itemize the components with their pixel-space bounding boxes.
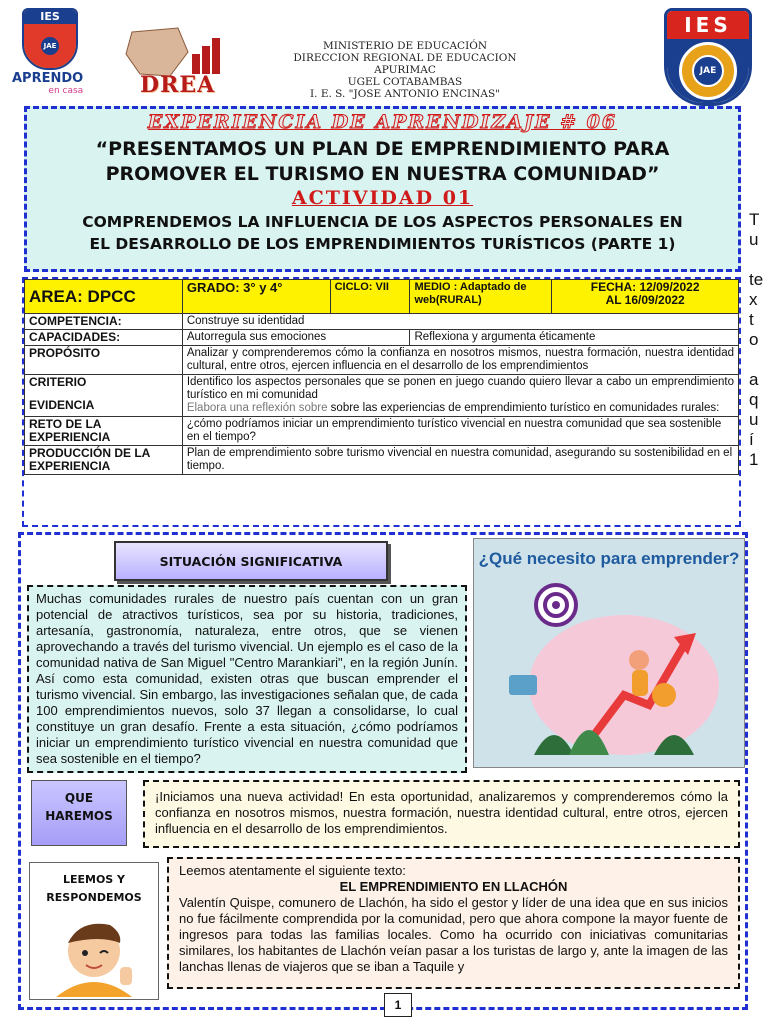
leemos-line: RESPONDEMOS [46,891,142,904]
side-text [749,210,767,470]
side-char: q [749,390,759,409]
side-char: o [749,330,759,349]
reto-value: ¿cómo podríamos iniciar un emprendimiento turístico vivencial en nuestra comunidad que sea sostenible en el tiempo? [182,417,738,446]
competencia-value: Construye su identidad [182,314,738,330]
side-char: u [749,410,759,429]
side-char: x [749,290,758,309]
que-haremos-text: ¡Iniciamos una nueva actividad! En esta oportunidad, analizaremos y comprenderemos cómo la confianza en nosotros mismos, nuestra formación, nuestra identidad cultural, entre otros, ejercen influencia en el desarrollo de los emprendimientos. [143,780,740,848]
criterio-label-text: CRITERIO [29,375,87,389]
competencia-label: COMPETENCIA: [25,314,183,330]
main-title-line: PROMOVER EL TURISMO EN NUESTRA COMUNIDAD” [105,163,660,185]
ministry-line: UGEL COTABAMBAS [347,76,463,88]
logo-text: IES [667,11,749,39]
drea-word: DREA [140,72,216,98]
reading-title: EL EMPRENDIMIENTO EN LLACHÓN [339,879,568,894]
evidencia-grey-text: Elabora una reflexión sobre [186,402,328,414]
evidencia-label: EVIDENCIA [29,398,95,412]
fecha-cell [552,280,739,314]
info-table [24,279,739,475]
capacidad-value: Reflexiona y argumenta éticamente [410,330,739,346]
proposito-label: PROPÓSITO [25,346,183,375]
proposito-value: Analizar y comprenderemos cómo la confianza en nosotros mismos, nuestra formación, nuestra identidad cultural, entre otros, ejercen influencia en el desarrollo de los emprendimientos [182,346,738,375]
criterio-value: Identifico los aspectos personales que se ponen en juego cuando quiero llevar a cabo un emprendimiento turístico en mi comunidad [186,376,734,401]
side-char: í [749,430,754,449]
logo-badge: JAE [41,37,59,55]
reading-intro: Leemos atentamente el siguiente texto: [179,863,406,878]
leemos-label [30,871,158,907]
situacion-text: Muchas comunidades rurales de nuestro país cuentan con un gran potencial de atractivos turísticos, sea por su historia, tradiciones, artesanía, gastronomía, naturaleza, entre otros, que se vienen aprovechando a través del turismo vivencial. Un ejemplo es el caso de la comunidad nativa de San Miguel "Centro Marankiari", en la región Junín. Así como esta comunidad, existen otras que buscan emprender el turismo vivencial. Sin embargo, las investigaciones señalan que, de cada 100 emprendimientos nuevos, solo 37 llegan a consolidarse, lo cual constituye un gran desafío. Frente a esta situación, ¿cómo podríamos iniciar un emprendimiento turístico vivencial en nuestra comunidad que sea sostenible en el tiempo? [27,585,467,773]
school-logo-left [22,8,78,70]
ciclo-cell: CICLO: VII [330,280,410,314]
medio-cell: MEDIO : Adaptado de web(RURAL) [410,280,552,314]
activity-title: ACTIVIDAD 01 [291,187,474,209]
fecha-start: FECHA: 12/09/2022 [590,280,700,294]
side-char: te [749,270,764,289]
entrepreneur-illustration [473,538,745,768]
sub-title-line: EL DESARROLLO DE LOS EMPRENDIMIENTOS TURÍSTICOS (PARTE 1) [89,235,676,253]
leemos-box [29,862,159,1000]
que-haremos-line: HAREMOS [45,809,113,823]
produccion-label: PRODUCCIÓN DE LA EXPERIENCIA [25,446,183,475]
aprendo-sub: en casa [48,86,84,96]
leemos-line: LEEMOS Y [62,873,126,886]
reading-text-box [167,857,740,989]
grado-cell: GRADO: 3° y 4° [182,280,330,314]
que-haremos-label [31,780,127,846]
school-logo-right [664,8,752,106]
drea-logo [118,24,238,102]
side-char: u [749,230,759,249]
capacidades-label: CAPACIDADES: [25,330,183,346]
ministry-header [270,40,540,100]
reading-body: Valentín Quispe, comunero de Llachón, ha sido el gestor y líder de una idea que en sus inicios no fue fácilmente comprendida por la comunidad, pero que ahora compone la mayor fuente de ingresos para todas las familias locales. Como ha ocurrido con iniciativas comunitarias similares, los habitantes de Llachón veían pasar a los turistas de largo y, ante la imagen de las lanchas llenas de viajeros que se iban a Taquile y [179,895,728,974]
page-number: 1 [384,993,412,1017]
image-title: ¿Qué necesito para emprender? [478,549,740,568]
fecha-end: AL 16/09/2022 [605,293,685,307]
side-char: a [749,370,759,389]
criterio-evidencia-value [182,375,738,417]
ministry-line: DIRECCION REGIONAL DE EDUCACION APURIMAC [293,52,517,76]
rocket-growth-icon [474,575,744,765]
side-char: T [749,210,760,229]
criterio-label [25,375,183,417]
aprendo-en-casa-logo [12,72,83,98]
experience-title: EXPERIENCIA DE APRENDIZAJE # 06 [147,111,618,133]
evidencia-value: sobre las experiencias de emprendimiento turístico en comunidades rurales: [327,402,720,414]
ministry-line: I. E. S. "JOSE ANTONIO ENCINAS" [310,88,500,100]
reto-label: RETO DE LA EXPERIENCIA [25,417,183,446]
reading-boy-icon [30,907,158,997]
ministry-line: MINISTERIO DE EDUCACIÓN [322,40,488,52]
title-box [24,106,741,272]
capacidad-value: Autorregula sus emociones [182,330,410,346]
situacion-label: SITUACIÓN SIGNIFICATIVA [114,541,388,581]
sub-title-line: COMPRENDEMOS LA INFLUENCIA DE LOS ASPECTOS PERSONALES EN [82,213,683,231]
main-title-line: “PRESENTAMOS UN PLAN DE EMPRENDIMIENTO PARA [95,138,670,160]
side-char: 1 [749,450,759,469]
logo-badge: JAE [692,55,724,87]
side-char: t [749,310,754,329]
area-cell: AREA: DPCC [25,280,183,314]
produccion-value: Plan de emprendimiento sobre turismo vivencial en nuestra comunidad, asegurando su sostenibilidad en el tiempo. [182,446,738,475]
aprendo-main: APRENDO [12,71,84,86]
que-haremos-line: QUE [64,791,94,805]
logo-text: IES [24,10,76,24]
